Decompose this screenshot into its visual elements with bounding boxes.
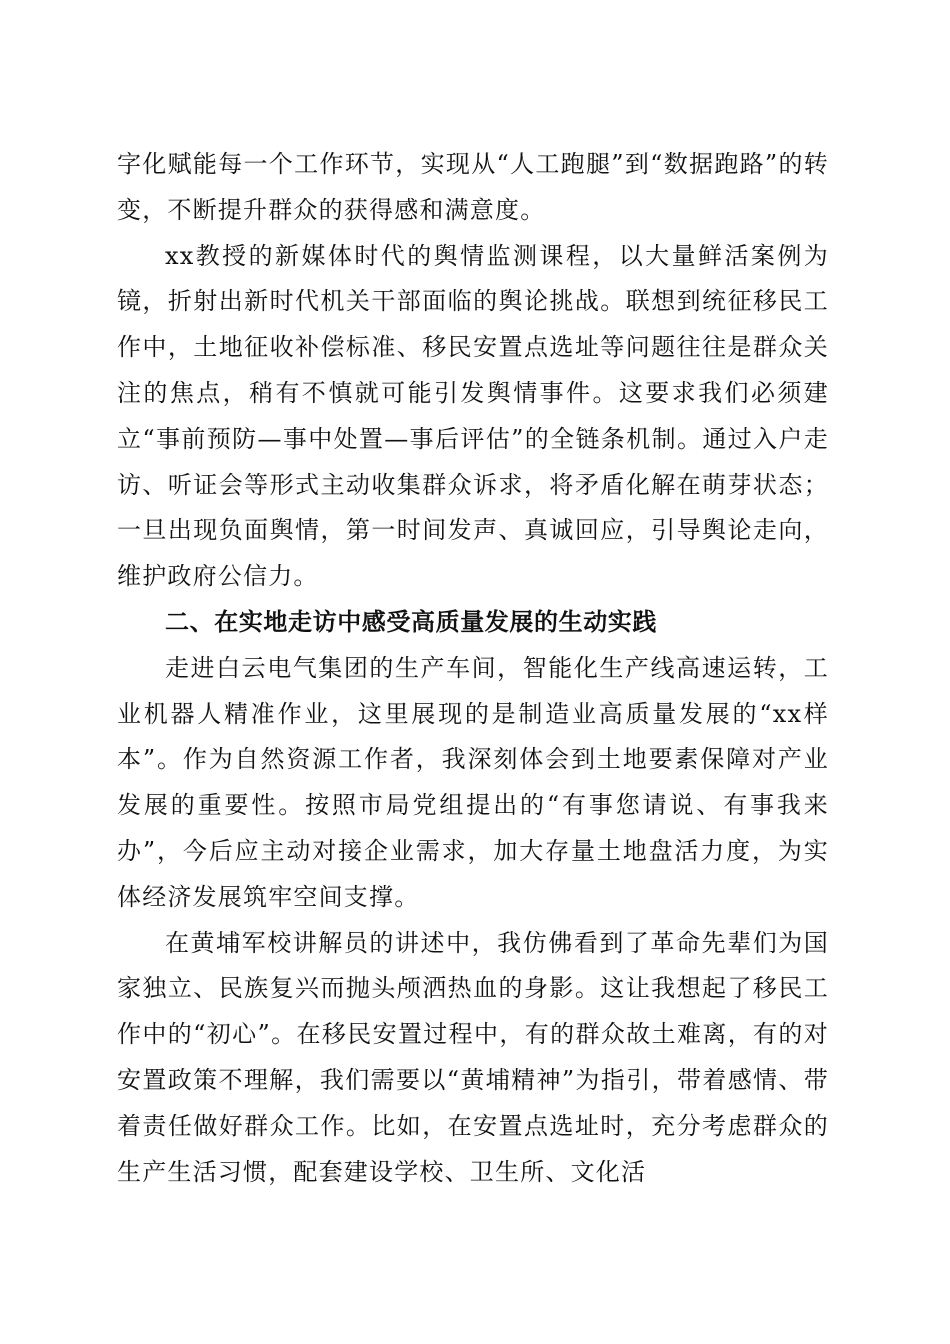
paragraph-manufacturing: 走进白云电气集团的生产车间，智能化生产线高速运转，工业机器人精准作业，这里展现的是制造业高质量发展的“xx样本”。作为自然资源工作者，我深刻体会到土地要素保障对产业发展的重要性。按照市局党组提出的“有事您请说、有事我来办”，今后应主动对接企业需求，加大存量土地盘活力度，为实体经济发展筑牢空间支撑。 bbox=[117, 653, 829, 911]
section-heading: 二、在实地走访中感受高质量发展的生动实践 bbox=[165, 607, 657, 636]
paragraph-whampoa: 在黄埔军校讲解员的讲述中，我仿佛看到了革命先辈们为国家独立、民族复兴而抛头颅洒热血的身影。这让我想起了移民工作中的“初心”。在移民安置过程中，有的群众故土难离，有的对安置政策不理解，我们需要以“黄埔精神”为指引，带着感情、带着责任做好群众工作。比如，在安置点选址时，充分考虑群众的生产生活习惯，配套建设学校、卫生所、文化活 bbox=[117, 928, 829, 1186]
document-body bbox=[117, 142, 829, 1195]
paragraph-public-opinion: xx教授的新媒体时代的舆情监测课程，以大量鲜活案例为镜，折射出新时代机关干部面临的舆论挑战。联想到统征移民工作中，土地征收补偿标准、移民安置点选址等问题往往是群众关注的焦点，稍有不慎就可能引发舆情事件。这要求我们必须建立“事前预防—事中处置—事后评估”的全链条机制。通过入户走访、听证会等形式主动收集群众诉求，将矛盾化解在萌芽状态；一旦出现负面舆情，第一时间发声、真诚回应，引导舆论走向，维护政府公信力。 bbox=[117, 241, 829, 591]
paragraph-continued: 字化赋能每一个工作环节，实现从“人工跑腿”到“数据跑路”的转变，不断提升群众的获得感和满意度。 bbox=[117, 150, 829, 224]
